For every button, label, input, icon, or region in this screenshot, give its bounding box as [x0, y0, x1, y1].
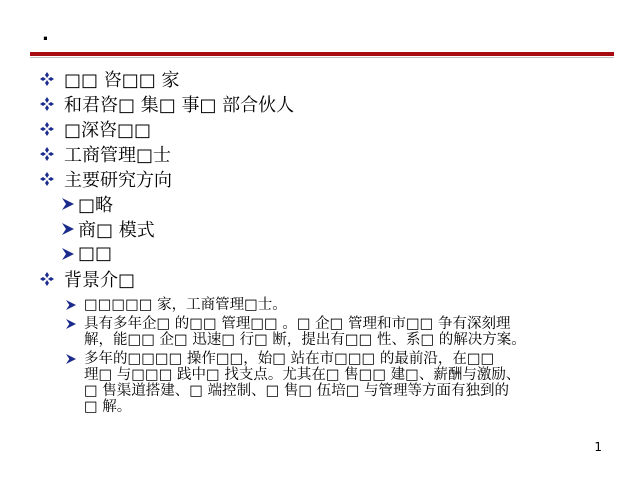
bullet-item [40, 66, 620, 91]
title-rule-shadow [30, 57, 614, 58]
bullet-text: 背景介□ [64, 269, 136, 291]
arrow-bullet-icon [62, 223, 78, 235]
bullet-item [40, 166, 620, 191]
diamond-bullet-icon [40, 97, 64, 111]
bullet-item [40, 91, 620, 116]
detail-bullet-item [40, 351, 620, 415]
arrow-bullet-icon [66, 316, 84, 329]
arrow-bullet-icon [66, 297, 84, 310]
bullet-text: 主要研究方向 [64, 169, 172, 191]
detail-bullet-item [40, 316, 620, 348]
title-rule [30, 52, 614, 56]
sub-bullet-text: □□ [78, 243, 113, 264]
bullet-text: 工商管理□士 [64, 144, 172, 166]
sub-bullet-text: □略 [78, 194, 114, 216]
header-dot: . [42, 24, 49, 45]
diamond-bullet-icon [40, 272, 64, 286]
detail-bullet-text: □□□□□ 家，工商管理□士。 [84, 297, 287, 313]
diamond-bullet-icon [40, 72, 64, 86]
detail-bullet-item [40, 297, 620, 313]
diamond-bullet-icon [40, 172, 64, 186]
bullet-text: 和君咨□ 集□ 事□ 部合伙人 [64, 94, 295, 116]
page-number: 1 [594, 440, 602, 454]
bullet-text: □深咨□□ [64, 119, 152, 141]
diamond-bullet-icon [40, 147, 64, 161]
arrow-bullet-icon [66, 351, 84, 364]
detail-bullet-text: 具有多年企□ 的□□ 管理□□ 。□ 企□ 管理和市□□ 争有深刻理 解，能□□ 企□ 迅速□ 行□ 断，提出有□□ 性、系□ 的解决方案。 [84, 316, 526, 348]
sub-bullet-item [40, 191, 620, 216]
detail-bullet-text: 多年的□□□□ 操作□□，始□ 站在市□□□ 的最前沿，在□□ 理□ 与□□□ 践中□ 找支点。尤其在□ 售□□ 建□、薪酬与激励、 □ 售渠道搭建、□ 端控制、□ 售□ 伍培□ 与管理等方面有独到的 □ 解。 [84, 351, 521, 415]
arrow-bullet-icon [62, 198, 78, 210]
bullet-item [40, 141, 620, 166]
sub-bullet-item [40, 241, 620, 266]
arrow-bullet-icon [62, 248, 78, 260]
bullet-text: □□ 咨□□ 家 [64, 69, 180, 91]
sub-bullet-text: 商□ 模式 [78, 219, 155, 241]
bullet-list [40, 66, 620, 418]
bullet-item [40, 266, 620, 291]
bullet-item [40, 116, 620, 141]
diamond-bullet-icon [40, 122, 64, 136]
sub-bullet-item [40, 216, 620, 241]
